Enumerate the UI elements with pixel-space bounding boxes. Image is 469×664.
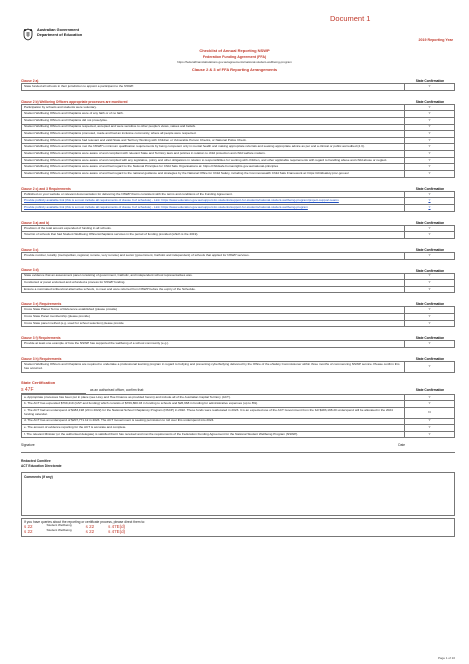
checklist-table — [21, 340, 455, 348]
redacted-value: s 22 — [24, 523, 33, 529]
section-header — [21, 95, 455, 104]
signatory-organisation: ACT Education Directorate — [21, 463, 62, 468]
logo-line-1: Australian Government — [37, 28, 79, 32]
logo-line-2: Department of Education — [37, 32, 83, 37]
table-row — [22, 232, 455, 239]
confirmation-value: Y — [405, 111, 455, 118]
checklist-table — [21, 104, 455, 178]
comments-box[interactable] — [21, 472, 455, 516]
table-row — [22, 164, 455, 171]
requirement-text: Cross State Panel membership (please provide) — [22, 314, 405, 321]
checklist-table — [21, 361, 455, 373]
checklist-table — [21, 252, 455, 260]
table-row — [22, 84, 455, 91]
requirement-text: Student Wellbeing Officers and Chaplains promoted, made and had an inclusive community, where all people were respected. — [22, 131, 405, 138]
confirmation-value: Y — [405, 104, 455, 111]
contact-box — [21, 518, 455, 537]
redacted-value: s 47E(d) — [108, 529, 126, 535]
coat-of-arms-icon — [22, 28, 34, 41]
requirement-text: Student Wellbeing Officers and Chaplains were aware of and had regard to the national guidance and strategies by the National Office for Child Safety, including the Commonwealth Child Safe Framework at: https://childsafety.pmc.gov.au/ — [22, 171, 405, 178]
table-row — [22, 124, 455, 131]
state-confirmation-header: State Confirmation — [415, 247, 445, 252]
comments-label: Comments (if any) — [24, 474, 53, 479]
state-confirmation-header: State Confirmation — [415, 79, 445, 83]
certification-text: a. Appropriate processes has been put in place (see Lirey and Hue Finance as provided herein) and include all of the Australian Capital Territory (ACT). — [22, 394, 405, 401]
table-row — [22, 408, 455, 419]
confirmation-value: Y — [405, 425, 455, 432]
table-row — [22, 117, 455, 124]
confirmation-value: Y — [405, 431, 455, 438]
section-header — [21, 243, 455, 252]
table-row — [22, 394, 455, 401]
checklist-table — [21, 191, 455, 212]
confirmation-value: Y — [405, 252, 455, 259]
requirement-text: Cross State panel method (e.g. used for school selection) please provide — [22, 320, 405, 327]
checklist-body — [21, 74, 455, 537]
reporting-year: 2019 Reporting Year — [418, 38, 453, 42]
table-row — [22, 131, 455, 138]
confirmation-value: Y — [405, 84, 455, 91]
confirmation-value: N — [405, 408, 455, 419]
checklist-table — [21, 225, 455, 239]
section-header — [21, 297, 455, 306]
page-footer: Page 1 of 10 — [437, 656, 455, 661]
table-row — [22, 137, 455, 144]
confirmation-value: Y — [405, 191, 455, 198]
requirement-text: Student Wellbeing Officers and Chaplains were aware of and had regard to the National Principles for Child Safe Organisations at: https://childsafe.humanrights.gov.au/national-principles — [22, 164, 405, 171]
requirement-text: Provision of the total amount expended of funding in all schools. — [22, 225, 405, 232]
table-row — [22, 362, 455, 373]
section-title: Clause 2 a) — [21, 78, 39, 83]
table-row — [22, 401, 455, 408]
redacted-value: s 22 — [85, 529, 95, 535]
state-confirmation-header: State Confirmation — [415, 302, 445, 307]
confirmation-value: Y — [405, 144, 455, 151]
requirement-text: Published on your website or relevant documentation for delivering the NSWP that is consistent with the terms and conditions of the Funding Agreement. — [22, 191, 405, 198]
checklist-table — [21, 306, 455, 327]
confirmation-value: Y — [405, 401, 455, 408]
redacted-value: s 47E(d) — [108, 523, 126, 529]
table-row — [22, 252, 455, 259]
section-title: Clause 2 b) Wellbeing Officers appropriate processes are monitored — [21, 99, 128, 104]
confirmation-value: Y — [405, 232, 455, 239]
certification-text: f. The relevant Minister (or the authorised delegate) is satisfied that it has received and met the requirements of the Federation Funding Agreement for the National Student Wellbeing Program (NSWP). — [22, 431, 405, 438]
section-header — [21, 74, 455, 83]
requirement-text: State evidence that an assessment panel consisting of government, Catholic, and independent school representatives was. — [22, 273, 405, 280]
table-row — [22, 418, 455, 425]
requirement-text: Student Wellbeing Officers and Chaplains had relevant and valid State and Territory Working with Children or Vulnerable Person Checks, or National Police Check. — [22, 137, 405, 144]
requirement-text[interactable]: Provide publicly available link (this is a must include all requirements of clause 3 of schedule) - Link: https://www.education.gov.au/support-for-students/support-for-students/national-student-wellbeing-program/project-support-teams — [22, 198, 405, 205]
table-row — [22, 320, 455, 327]
table-row — [22, 273, 455, 280]
confirmation-value: Y — [405, 171, 455, 178]
confirmation-value: Y — [405, 164, 455, 171]
requirement-text[interactable]: Provide publicly available link (this is a must include all requirements of clause 3 of schedule) - Link: https://www.education.gov.au/support-for-students/support-for-students/national-student-wellbeing-program — [22, 204, 405, 211]
government-logo — [22, 28, 82, 41]
requirement-text: Conducted or panel endorsed and unfunded a process for NSWP funding. — [22, 280, 405, 287]
section-title: Clause 3 h) Requirements — [21, 356, 62, 361]
confirmation-value: Y — [405, 314, 455, 321]
table-row — [22, 280, 455, 287]
section-title: Clause 3 e) Requirements — [21, 302, 62, 307]
signature-line[interactable] — [21, 447, 455, 453]
requirement-text: Cross State Planet Terms of Reference established (please provide) — [22, 307, 405, 314]
requirement-text: State funded all schools in their jurisdiction to appoint a participant to the NSWP. — [22, 84, 405, 91]
requirement-text: Student Wellbeing Officers and Chaplains respected, accepted and were sensitive to other people's views, values and beliefs. — [22, 124, 405, 131]
certification-text: b. The ACT has expended $769,419 (GST and funding) which consists of $769,860.03 in funding to schools and $26,968 in funding for administrative expenses (up to 8%). — [22, 401, 405, 408]
state-certification-title: State Certification — [21, 379, 56, 385]
confirmation-value: Y — [405, 320, 455, 327]
certification-table — [21, 394, 455, 439]
confirmation-value: Y — [405, 418, 455, 425]
section-header — [21, 352, 455, 361]
table-row — [22, 144, 455, 151]
confirmation-value: Y — [405, 341, 455, 348]
contact-role: Student Wellbeing — [46, 528, 72, 533]
document-title: Checklist of Annual Reporting NSWP — [199, 48, 270, 53]
certification-text: d. The ACT has an underspend of $207,771.12 in 2023. The ACT Government is seeking permission to roll over this underspend into 2024. — [22, 418, 405, 425]
table-row — [22, 191, 455, 198]
confirmation-value: Y — [405, 394, 455, 401]
confirmation-value: Y — [405, 362, 455, 373]
table-row — [22, 314, 455, 321]
signatory-name: Redacted Comitlee — [21, 459, 51, 464]
table-row — [22, 204, 455, 211]
table-row — [22, 104, 455, 111]
clauses-heading: Clause 2 & 3 of FFA Reporting Arrangements — [191, 67, 278, 73]
table-row — [22, 157, 455, 164]
table-row — [22, 307, 455, 314]
table-row — [22, 111, 455, 118]
checklist-table — [21, 83, 455, 91]
state-confirmation-header: State Confirmation — [415, 99, 445, 104]
requirement-text: Student Wellbeing Officers and Chaplains were aware of and compliant with relevant State and Territory laws and policies in relation to child protection and child welfare matters. — [22, 151, 405, 158]
state-confirmation-header: State Confirmation — [415, 336, 445, 341]
section-title: Clause 3 a) and b) — [21, 220, 50, 225]
confirmation-value: Y — [405, 117, 455, 124]
section-title: Clause 3 c) — [21, 247, 39, 252]
contact-role: Student Wellbeing — [46, 523, 72, 528]
state-certification-line — [21, 387, 455, 394]
state-confirmation-header: State Confirmation — [415, 186, 445, 191]
section-header — [21, 182, 455, 191]
agreement-url[interactable]: https://federalfinancialrelations.gov.au/agreements/national-student-wellbeing-program — [177, 60, 292, 65]
confirmation-value: Y — [405, 157, 455, 164]
confirmation-value: Y — [405, 198, 455, 205]
table-row — [22, 198, 455, 205]
requirement-text: Provide at least one example of how the NSWP has supported the wellbeing of a school community (e.g.). — [22, 341, 405, 348]
confirmation-value: Y — [405, 124, 455, 131]
checklist-table — [21, 273, 455, 294]
document-subtitle: Federation Funding Agreement (FFA) — [202, 55, 267, 59]
certification-note: as an authorised officer, confirm that: — [90, 387, 145, 392]
section-header — [21, 331, 455, 340]
requirement-text: Student Wellbeing Officers and Chaplains were of any faith or of no faith. — [22, 111, 405, 118]
document-header — [0, 48, 469, 72]
requirement-text: Student Wellbeing Officers and Chaplains are required to undertake a professional learning program in regard to bullying and preventing cyberbullying delivered by the Office of the eSafety Commissioner within three months of commencing NSWP service. Please confirm this has occurred. — [22, 362, 405, 373]
confirmation-value: Y — [405, 225, 455, 232]
confirmation-value: Y — [405, 204, 455, 211]
table-row — [22, 425, 455, 432]
certification-text: c. The ACT had an underspend of $483,198 (20 in 2022) for the National School Chaplaincy Program (NSCP) in 2022. These funds were reallocated in 2023. It is an expected use of the ACT Government from the full $483,198.20 underspend will be allocated in the 2024 funding calendar. — [22, 408, 405, 419]
requirement-text: Ensure a nominated written/oral alternative schools, to meet and were referred from NSWP before the expiry of the Schedule. — [22, 286, 405, 293]
state-confirmation-header: State Confirmation — [415, 268, 445, 273]
confirmation-value: Y — [405, 131, 455, 138]
requirement-text: Student Wellbeing Officers and Chaplains met the NSWP's minimum qualification requirements by being competent only in mental health and making appropriate referrals and seeking appropriate advice as per and a clinical or public accredited (4.3). — [22, 144, 405, 151]
requirement-text: Total list of schools that had Student Wellbeing Officers/chaplains services in the period of funding provided (which is the 2019). — [22, 232, 405, 239]
date-label: Date — [398, 443, 405, 448]
section-header — [21, 264, 455, 273]
section-title: Clause 2 c) and 3 Requirements — [21, 186, 71, 191]
table-row — [22, 171, 455, 178]
section-header — [21, 216, 455, 225]
requirement-text: Student Wellbeing Officers and Chaplains did not proselytise. — [22, 117, 405, 124]
contact-text: If you have queries about the reporting or certificate process, please direct them to: — [24, 519, 146, 524]
confirmation-value: Y — [405, 151, 455, 158]
certification-text: e. The amount of evidence reporting for the ACT is accurate and complete. — [22, 425, 405, 432]
table-row — [22, 225, 455, 232]
table-row — [22, 341, 455, 348]
requirement-text: Participation by schools and students were voluntary. — [22, 104, 405, 111]
requirement-text: Student Wellbeing Officers and Chaplains were aware of and complied with any legislative, policy and other obligations in relation to responsibilities for working with children, and other applicable requirements with regard to handling abuse and child abuse or neglect. — [22, 157, 405, 164]
redacted-state-officer: s 47F — [21, 387, 86, 394]
redacted-value: s 22 — [85, 523, 95, 529]
confirmation-value: Y — [405, 273, 455, 280]
confirmation-value: Y — [405, 280, 455, 287]
redacted-value: s 22 — [24, 529, 33, 535]
section-title: Clause 3 d) — [21, 268, 39, 273]
signature-label: Signature — [21, 443, 35, 448]
table-row — [22, 286, 455, 293]
confirmation-value: Y — [405, 307, 455, 314]
confirmation-value: Y — [405, 137, 455, 144]
state-confirmation-header: State Confirmation — [415, 357, 445, 362]
state-confirmation-header: State Confirmation — [415, 220, 445, 225]
requirement-text: Provide number, locality (metropolitan, regional, remote, very remote) and sector (government, Catholic and independent) of schools that applied for NSWP services. — [22, 252, 405, 259]
table-row — [22, 431, 455, 438]
state-confirmation-header: State Confirmation — [415, 387, 445, 392]
document-label: Document 1 — [330, 14, 371, 23]
section-title: Clause 3 f) Requirements — [21, 336, 61, 341]
confirmation-value: Y — [405, 286, 455, 293]
table-row — [22, 151, 455, 158]
